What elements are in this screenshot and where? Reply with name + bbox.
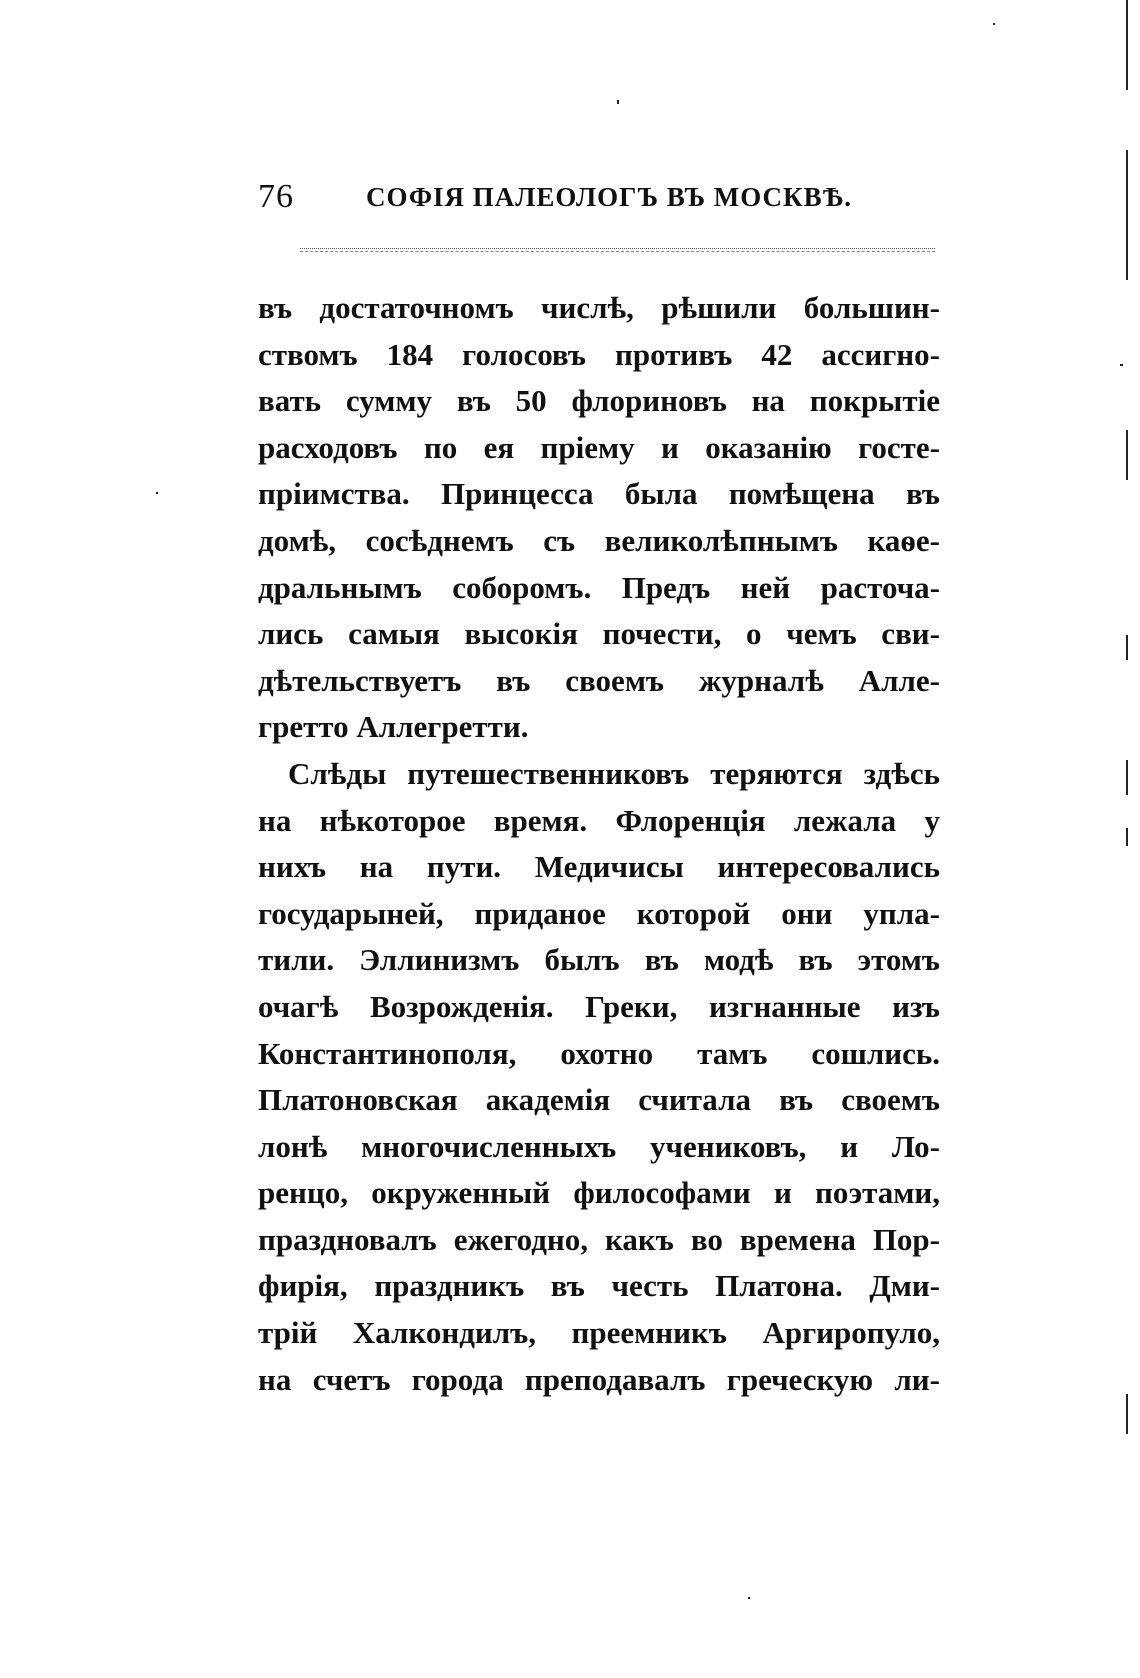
text-line: фирія, праздникъ въ честь Платона. Дми- [258,1268,940,1304]
body-text [258,285,940,1403]
text-line: очагѣ Возрожденія. Греки, изгнанные изъ [258,988,940,1024]
scan-speck [1126,150,1128,280]
text-line: ренцо, окруженный философами и поэтами, [258,1175,940,1211]
page-header [258,178,938,226]
scan-speck [1126,828,1128,846]
header-rule-secondary [300,251,935,252]
scan-speck [1126,430,1128,480]
scan-speck [1126,0,1128,90]
scan-speck [156,492,158,494]
text-line: Платоновская академія считала въ своемъ [258,1082,940,1118]
text-line: въ достаточномъ числѣ, рѣшили большин- [258,290,940,325]
text-line: праздновалъ ежегодно, какъ во времена Пор- [258,1221,940,1257]
text-line: Константинополя, охотно тамъ сошлись. [258,1035,940,1071]
text-line: на нѣкоторое время. Флоренція лежала у [258,802,940,838]
paragraph-2 [258,751,940,1403]
text-line: лись самыя высокія почести, о чемъ сви- [258,616,940,652]
text-line: трій Халкондилъ, преемникъ Аргиропуло, [258,1315,940,1351]
text-line: Слѣды путешественниковъ теряются здѣсь [288,755,940,791]
text-line: дѣтельствуетъ въ своемъ журналѣ Алле- [258,662,940,698]
text-line: гретто Аллегретти. [258,709,529,745]
text-line: лонѣ многочисленныхъ учениковъ, и Ло- [258,1128,940,1164]
scan-speck [1126,1394,1128,1434]
text-line: пріимства. Принцесса была помѣщена въ [258,476,940,512]
text-line: тили. Эллинизмъ былъ въ модѣ въ этомъ [258,942,940,978]
text-line: домѣ, сосѣднемъ съ великолѣпнымъ каѳе- [258,522,940,558]
page-number: 76 [258,178,294,215]
text-line: расходовъ по ея пріему и оказанію госте- [258,429,940,465]
scan-speck [993,23,995,25]
scan-speck [748,1597,750,1599]
scan-speck [1126,760,1128,795]
running-title: СОФІЯ ПАЛЕОЛОГЪ ВЪ МОСКВѢ. [366,182,853,212]
header-rule [300,248,935,249]
text-line: нихъ на пути. Медичисы интересовались [258,849,940,885]
scan-speck [617,100,619,104]
scan-speck [1120,364,1123,366]
paragraph-1 [258,285,940,751]
text-line: на счетъ города преподавалъ греческую ли- [258,1361,940,1397]
scan-speck [1126,635,1128,660]
text-line: дральнымъ соборомъ. Предъ ней расточа- [258,569,940,605]
text-line: государыней, приданое которой они упла- [258,895,940,931]
text-line: вать сумму въ 50 флориновъ на покрытіе [258,383,940,419]
text-line: ствомъ 184 голосовъ противъ 42 ассигно- [258,336,940,372]
